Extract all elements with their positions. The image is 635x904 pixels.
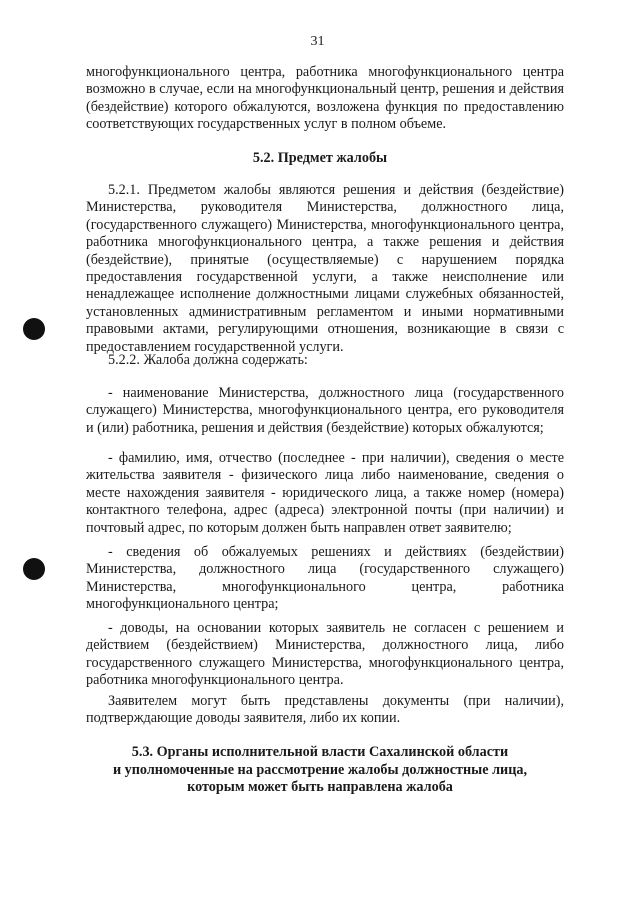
section-heading-5-3-line-2: и уполномоченные на рассмотрение жалобы должностные лица,	[112, 761, 528, 778]
binder-hole-upper	[23, 318, 45, 340]
list-item-applicant-details: - фамилию, имя, отчество (последнее - при наличии), сведения о месте жительства заявителя - физического лица либо наименование, сведения о месте нахождения заявителя - юридического лица, а также номер (номера) контактного телефона, адрес (адреса) электронной почты (при наличии) и почтовый адрес, по которым должен быть направлен ответ заявителю;	[86, 450, 564, 536]
list-item-appealed-decisions: - сведения об обжалуемых решениях и действиях (бездействии) Министерства, должностного лица (государственного служащего) Министерства, многофункционального центра, работника многофункционального центра;	[86, 544, 564, 613]
binder-hole-lower	[23, 558, 45, 580]
list-item-arguments: - доводы, на основании которых заявитель не согласен с решением и действием (бездействием) Министерства, должностного лица, либо государственного служащего Министерства, многофункционального центра, работника многофункционального центра.	[86, 620, 564, 689]
closing-paragraph: Заявителем могут быть представлены документы (при наличии), подтверждающие доводы заявителя, либо их копии.	[86, 693, 564, 727]
section-heading-5-2: 5.2. Предмет жалобы	[252, 150, 388, 166]
section-heading-5-3	[60, 744, 580, 797]
section-heading-5-3-line-3: которым может быть направлена жалоба	[187, 779, 453, 796]
intro-paragraph: многофункционального центра, работника многофункционального центра возможно в случае, если на многофункциональный центр, решения и действия (бездействие) которого обжалуются, возложена функция по предоставлению соответствующих государственных услуг в полном объеме.	[86, 64, 564, 133]
paragraph-5-2-1: 5.2.1. Предметом жалобы являются решения и действия (бездействие) Министерства, руководителя Министерства, должностного лица, (государственного служащего) Министерства, многофункционального центра, работника многофункционального центра, а также решения и действия (бездействие), принятые (осуществляемые) с нарушением порядка предоставления государственной услуги, а также неисполнение или ненадлежащее исполнение должностными лицами служебных обязанностей, установленных административным регламентом и иными нормативными правовыми актами, регулирующими отношения, возникающие в связи с предоставлением государственной услуги.	[86, 182, 564, 355]
section-heading-5-3-line-1: 5.3. Органы исполнительной власти Сахалинской области	[131, 744, 509, 760]
page-number: 31	[310, 34, 325, 49]
paragraph-5-2-2: 5.2.2. Жалоба должна содержать:	[108, 352, 308, 368]
list-item-name-of-ministry: - наименование Министерства, должностного лица (государственного служащего) Министерства, многофункционального центра, его руководителя и (или) работника, решения и действия (бездействие) которых обжалуются;	[86, 385, 564, 436]
